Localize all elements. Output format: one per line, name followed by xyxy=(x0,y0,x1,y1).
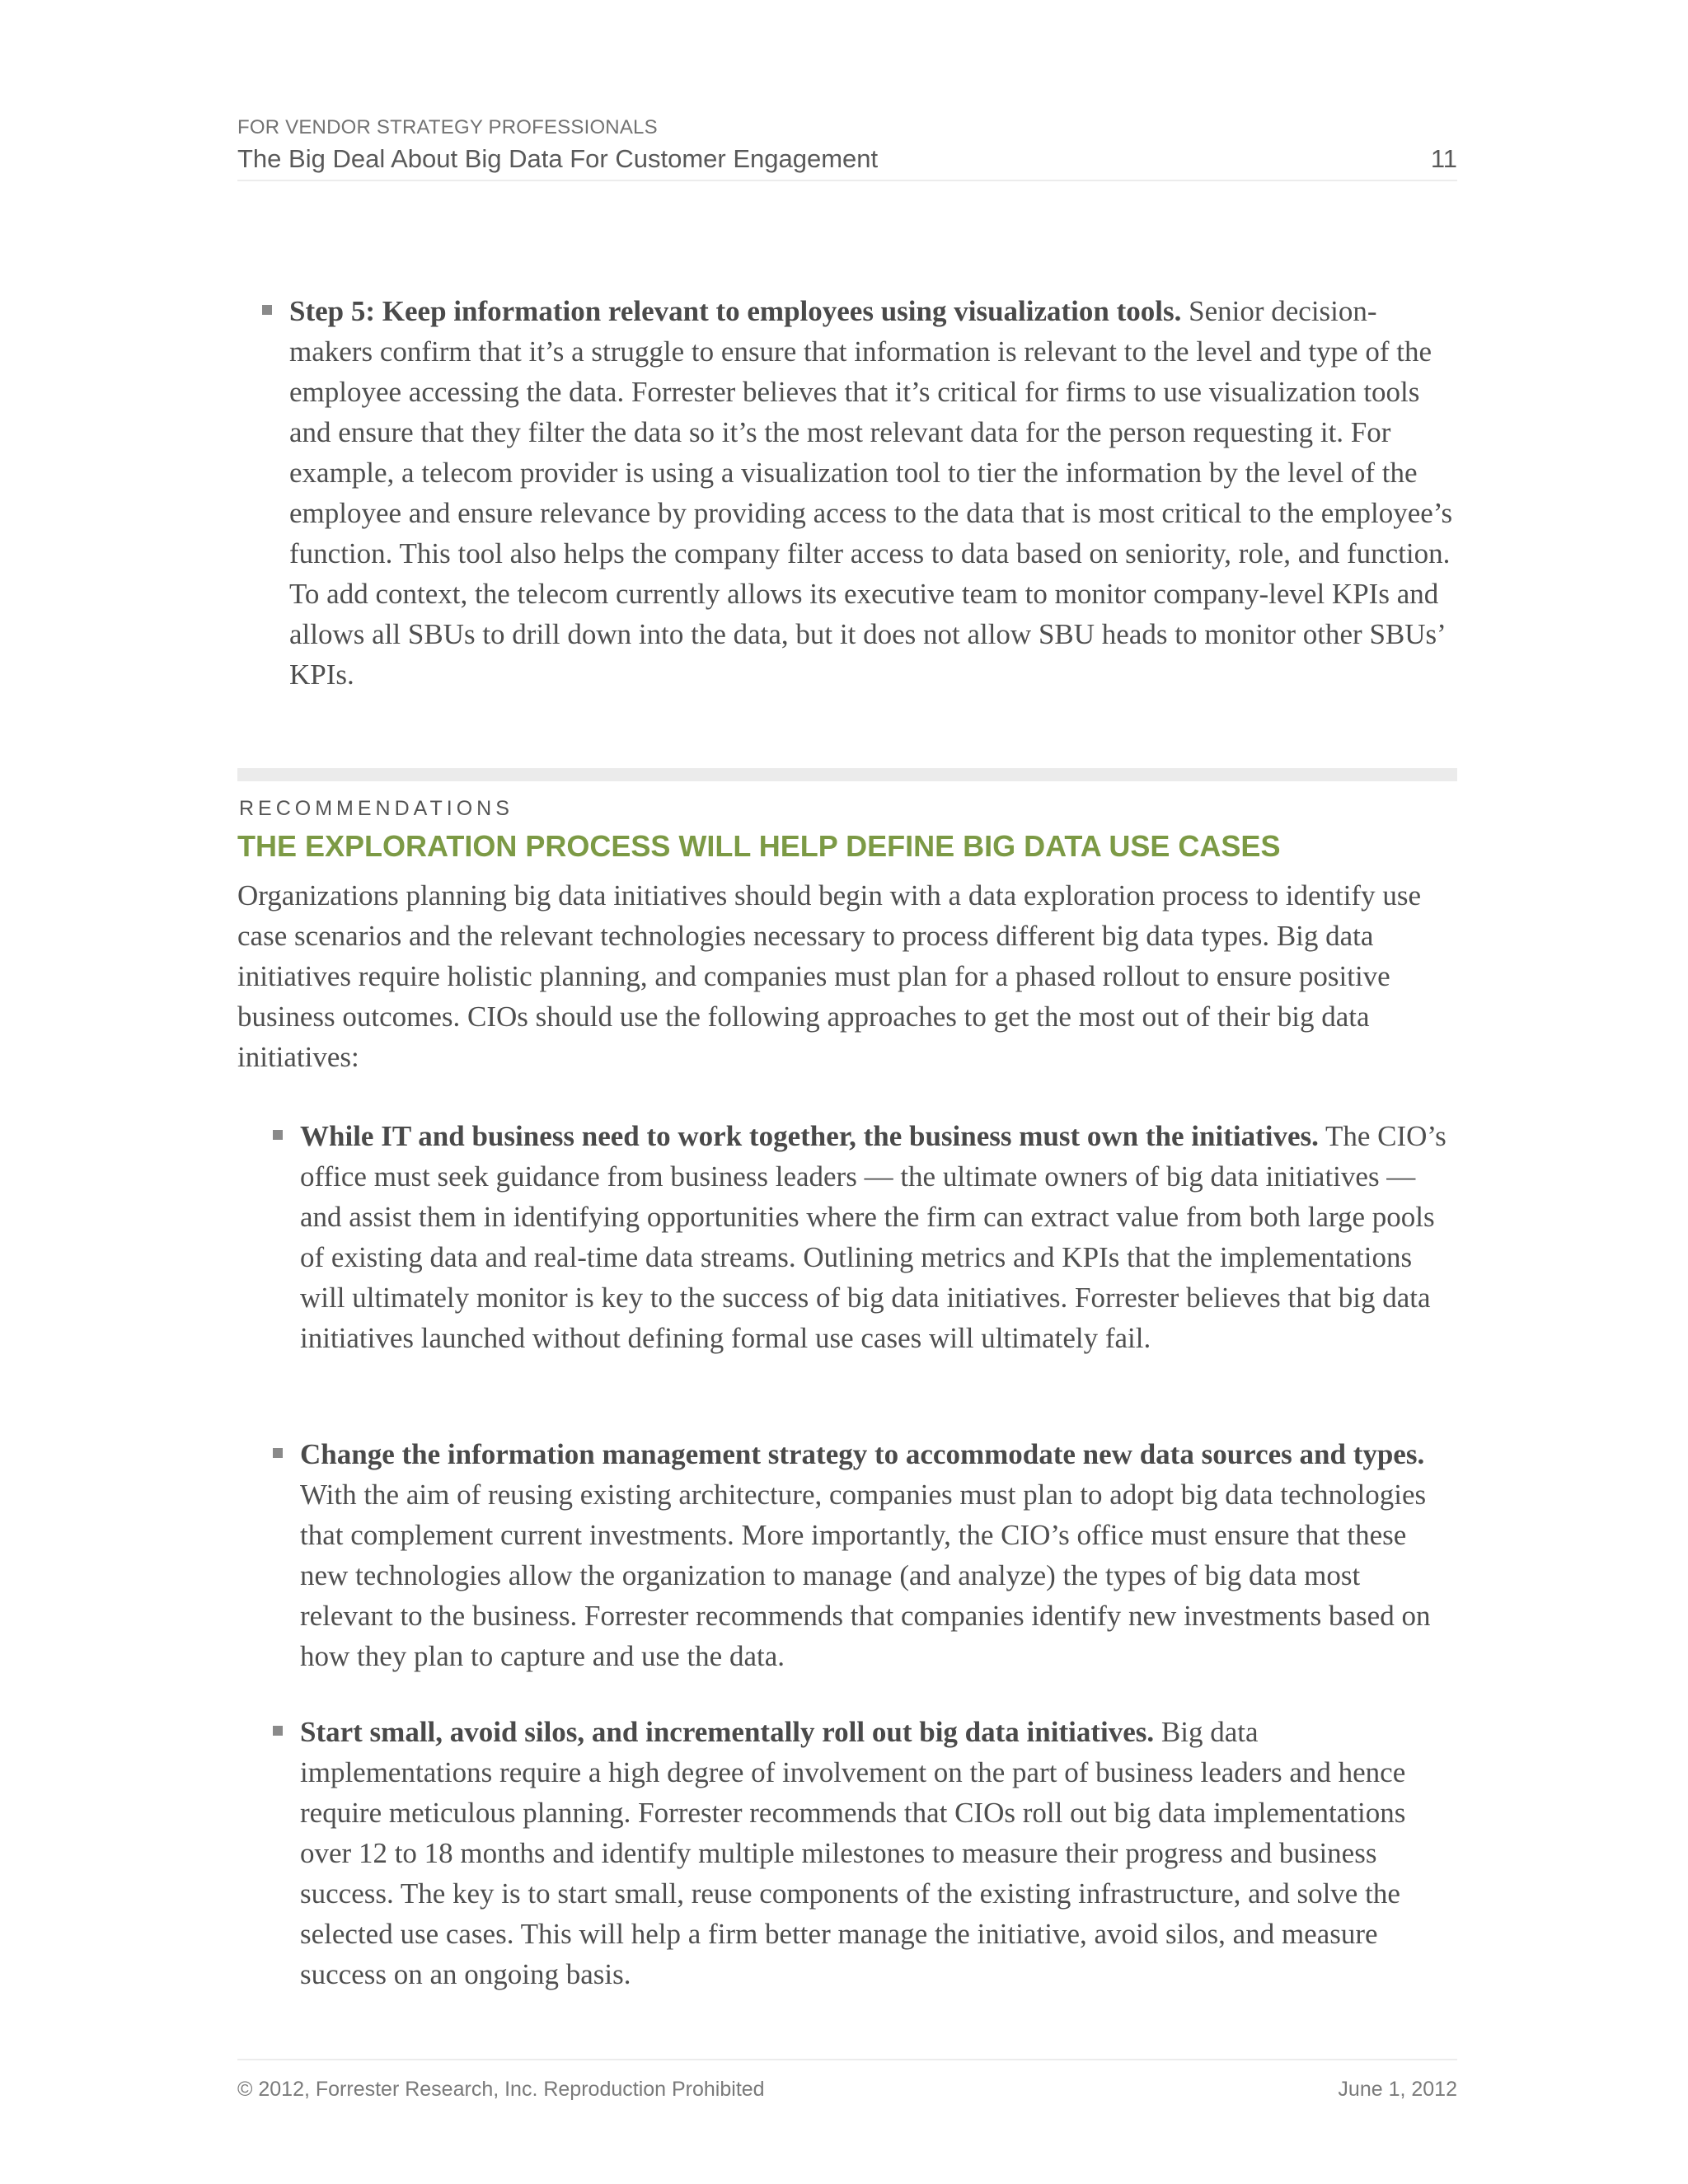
footer-copyright: © 2012, Forrester Research, Inc. Reproduction Prohibited xyxy=(237,2078,765,2101)
section-label: RECOMMENDATIONS xyxy=(239,797,513,820)
square-bullet-icon xyxy=(262,305,272,315)
bullet-lead: Step 5: Keep information relevant to employees using visualization tools. xyxy=(289,295,1182,327)
document-title: The Big Deal About Big Data For Customer Engagement xyxy=(237,144,879,173)
page-header xyxy=(237,115,1457,181)
bullet-body: The CIO’s office must seek guidance from business leaders — the ultimate owners of big data initiatives — and assist them in identifying opportunities where the firm can extract value from both large pools of existing data and real-time data streams. Outlining metrics and KPIs that the implementations will ultimately monitor is key to the success of big data initiatives. Forrester believes that big data initiatives launched without defining formal use cases will ultimately fail. xyxy=(300,1120,1447,1354)
bullet-lead: Start small, avoid silos, and incrementally roll out big data initiatives. xyxy=(300,1716,1155,1748)
square-bullet-icon xyxy=(273,1726,283,1736)
bullet-body: Big data implementations require a high degree of involvement on the part of business leaders and hence require meticulous planning. Forrester recommends that CIOs roll out big data implementations over 12 to 18 months and identify multiple milestones to measure their progress and business success. The key is to start small, reuse components of the existing infrastructure, and solve the selected use cases. This will help a firm better manage the initiative, avoid silos, and measure success on an ongoing basis. xyxy=(300,1716,1406,1990)
square-bullet-icon xyxy=(273,1130,283,1140)
bullet-body: Senior decision-makers confirm that it’s a struggle to ensure that information is relevant to the level and type of the employee accessing the data. Forrester believes that it’s critical for firms to use visualization tools and ensure that they filter the data so it’s the most relevant data for the person requesting it. For example, a telecom provider is using a visualization tool to tier the information by the level of the employee and ensure relevance by providing access to the data that is most critical to the employee’s function. This tool also helps the company filter access to data based on seniority, role, and function. To add context, the telecom currently allows its executive team to monitor company-level KPIs and allows all SBUs to drill down into the data, but it does not allow SBU heads to monitor other SBUs’ KPIs. xyxy=(289,295,1453,691)
recommendation-item-start-small xyxy=(300,1712,1454,1994)
header-kicker: FOR VENDOR STRATEGY PROFESSIONALS xyxy=(237,116,658,138)
bullet-lead: While IT and business need to work together, the business must own the initiatives. xyxy=(300,1120,1319,1152)
footer-date: June 1, 2012 xyxy=(1338,2078,1457,2101)
step-5-bullet xyxy=(289,291,1460,695)
bullet-body: With the aim of reusing existing architecture, companies must plan to adopt big data technologies that complement current investments. More importantly, the CIO’s office must ensure that these new technologies allow the organization to manage (and analyze) the types of big data most relevant to the business. Forrester recommends that companies identify new investments based on how they plan to capture and use the data. xyxy=(300,1479,1431,1672)
bullet-lead: Change the information management strategy to accommodate new data sources and types. xyxy=(300,1438,1425,1470)
page-number: 11 xyxy=(1430,144,1457,173)
section-title: THE EXPLORATION PROCESS WILL HELP DEFINE BIG DATA USE CASES xyxy=(237,829,1281,863)
recommendation-item-information-strategy xyxy=(300,1434,1454,1676)
recommendation-item-business-ownership xyxy=(300,1116,1454,1358)
page-footer xyxy=(237,2059,1457,2102)
recommendations-intro: Organizations planning big data initiatives should begin with a data exploration process to identify use case scenarios and the relevant technologies necessary to process different big data types. Big data initiatives require holistic planning, and companies must plan for a phased rollout to ensure positive business outcomes. CIOs should use the following approaches to get the most out of their big data initiatives: xyxy=(237,879,1421,1073)
square-bullet-icon xyxy=(273,1448,283,1458)
section-divider xyxy=(237,768,1457,781)
